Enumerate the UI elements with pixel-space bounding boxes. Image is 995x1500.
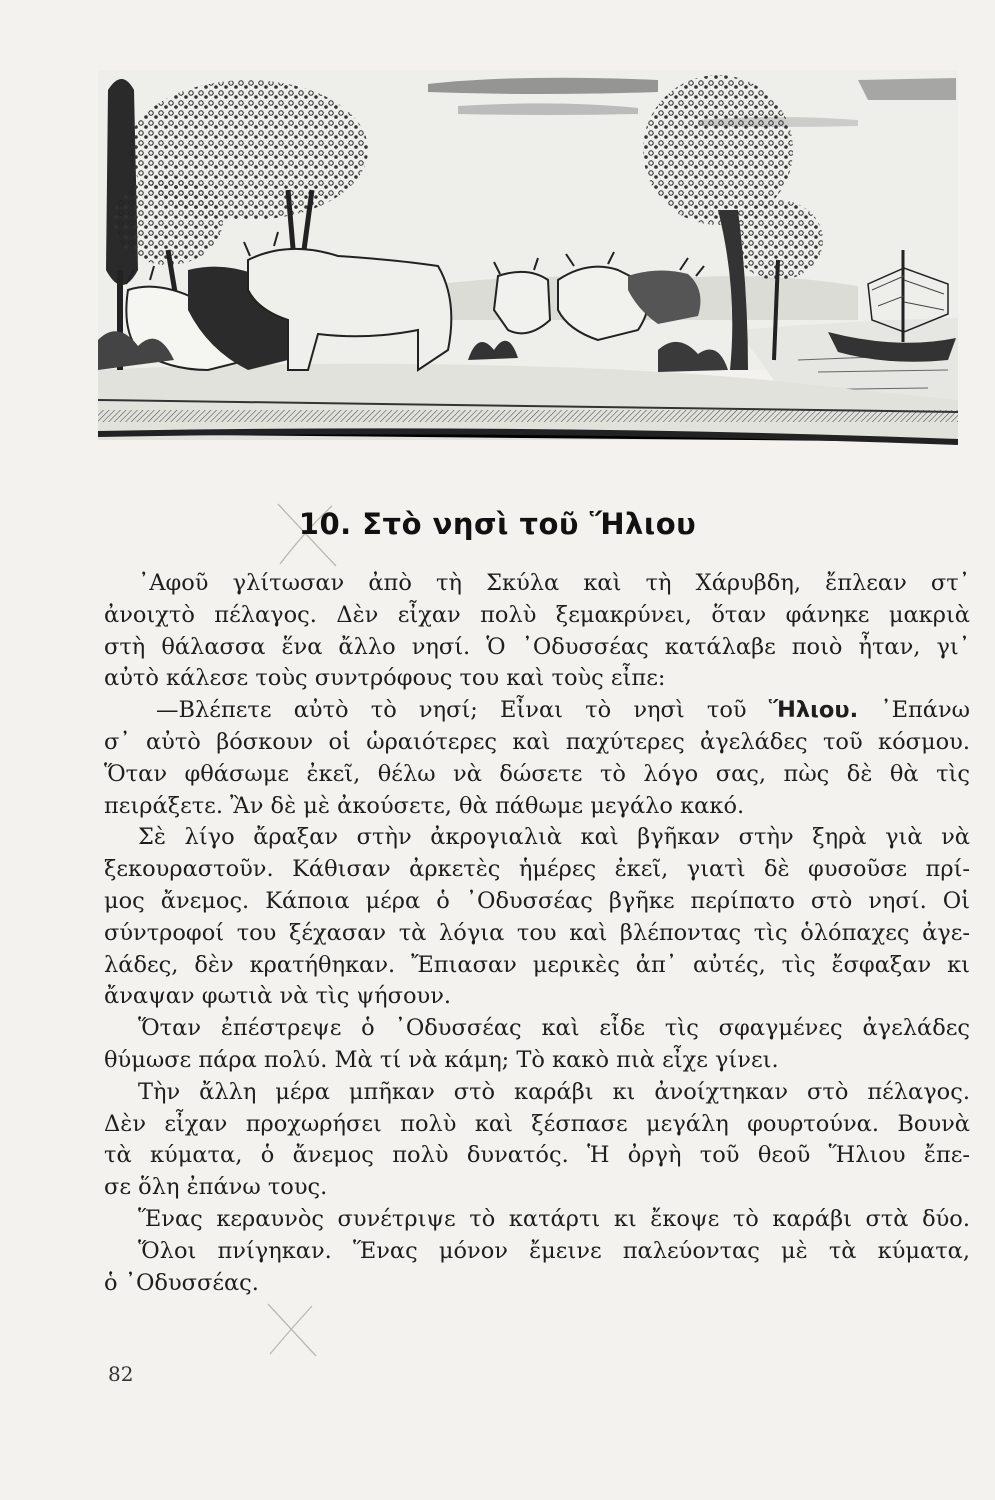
text-line: ὁ ᾿Οδυσσέας.	[104, 1269, 259, 1296]
text-line: Σὲ λίγο ἄραξαν στὴν ἀκρογιαλιὰ καὶ βγῆκαν στὴν ξηρὰ γιὰ νὰ	[138, 824, 970, 851]
text-line: σύντροφοί του ξέχασαν τὰ λόγια του καὶ βλέποντας τὶς ὁλόπαχες ἀγε-	[104, 919, 970, 946]
text-line: Ὅταν φθάσωμε ἐκεῖ, θέλω νὰ δώσετε τὸ λόγο σας, πὼς δὲ θὰ τὶς	[104, 760, 970, 787]
text-line: σ᾿ αὐτὸ βόσκουν οἱ ὡραιότερες καὶ παχύτερες ἀγελάδες τοῦ κόσμου.	[104, 728, 970, 755]
text-line: λάδες, δὲν κρατήθηκαν. Ἔπιασαν μερικὲς ἀπ᾿ αὐτές, τὶς ἔσφαξαν κι	[104, 951, 970, 978]
text-line: Ὅταν ἐπέστρεψε ὁ ᾿Οδυσσέας καὶ εἶδε τὶς σφαγμένες ἀγελάδες	[138, 1015, 970, 1042]
text-line: ᾿Αφοῦ γλίτωσαν ἀπὸ τὴ Σκύλα καὶ τὴ Χάρυβδη, ἔπλεαν στ᾿	[138, 570, 970, 596]
chapter-body	[104, 568, 970, 1299]
text-line: ἀνοιχτὸ πέλαγος. Δὲν εἶχαν πολὺ ξεμακρύνει, ὅταν φάνηκε μακριὰ	[104, 601, 970, 628]
bold-word-ilios: Ἥλιου.	[768, 697, 859, 724]
text-line-with-bold	[104, 695, 970, 727]
text-line: πειράξετε. Ἂν δὲ μὲ ἀκούσετε, θὰ πάθωμε μεγάλο κακό.	[104, 792, 745, 819]
text-fragment: —Βλέπετε αὐτὸ τὸ νησί; Εἶναι τὸ νησὶ τοῦ	[156, 697, 747, 724]
pencil-x-mark-bottom	[262, 1300, 322, 1360]
text-line: ἄναψαν φωτιὰ νὰ τὶς ψήσουν.	[104, 983, 452, 1010]
chapter-title: 10. Στὸ νησὶ τοῦ Ἥλιου	[298, 507, 697, 541]
text-line: Ἕνας κεραυνὸς συνέτριψε τὸ κατάρτι κι ἔκοψε τὸ καράβι στὰ δύο.	[138, 1205, 970, 1232]
text-line: Δὲν εἶχαν προχωρήσει πολὺ καὶ ξέσπασε μεγάλη φουρτούνα. Βουνὰ	[104, 1110, 970, 1137]
text-line: τὰ κύματα, ὁ ἄνεμος πολὺ δυνατός. Ἡ ὀργὴ τοῦ θεοῦ Ἥλιου ἔπε-	[104, 1142, 970, 1169]
text-line: ξεκουραστοῦν. Κάθισαν ἀρκετὲς ἡμέρες ἐκεῖ, γιατὶ δὲ φυσοῦσε πρί-	[104, 856, 970, 883]
text-fragment: ᾿Επάνω	[880, 697, 971, 724]
text-line: στὴ θάλασσα ἕνα ἄλλο νησί. Ὁ ᾿Οδυσσέας κατάλαβε ποιὸ ἦταν, γι᾿	[104, 633, 970, 660]
cows-ship-drawing	[98, 70, 958, 460]
landscape-illustration	[98, 70, 958, 460]
text-line: θύμωσε πάρα πολύ. Μὰ τί νὰ κάμη; Τὸ κακὸ πιὰ εἶχε γίνει.	[104, 1046, 779, 1073]
text-line: αὐτὸ κάλεσε τοὺς συντρόφους του καὶ τοὺς εἶπε:	[104, 665, 666, 692]
text-line: Ὅλοι πνίγηκαν. Ἕνας μόνον ἔμεινε παλεύοντας μὲ τὰ κύματα,	[138, 1237, 970, 1264]
text-line: Τὴν ἄλλη μέρα μπῆκαν στὸ καράβι κι ἀνοίχτηκαν στὸ πέλαγος.	[138, 1078, 970, 1105]
page-number: 82	[108, 1362, 134, 1386]
text-line: μος ἄνεμος. Κάποια μέρα ὁ ᾿Οδυσσέας βγῆκε περίπατο στὸ νησί. Οἱ	[104, 887, 970, 914]
text-line: σε ὅλη ἐπάνω τους.	[104, 1174, 328, 1201]
